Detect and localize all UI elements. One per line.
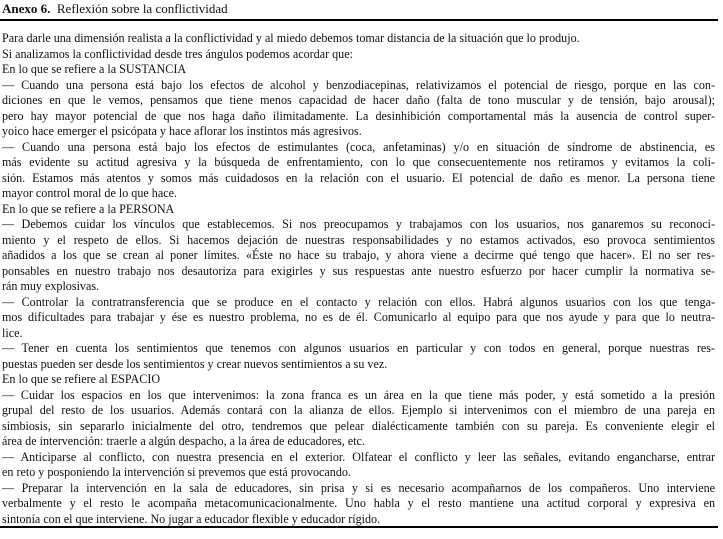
text-line: — Debemos cuidar los vínculos que establecemos. Si nos preocupamos y trabajamos con los usuarios, nos ganaremos su reconoci- <box>2 217 715 231</box>
text-line: En lo que se refiere a la SUSTANCIA <box>2 62 187 76</box>
text-line: puestas pueden ser desde los sentimientos y crear nuevos sentimientos a su vez. <box>2 356 388 371</box>
text-line: — Anticiparse al conflicto, con nuestra presencia en el exterior. Olfatear el conflicto y leer las señales, evitando engancharse, entrar <box>2 449 715 464</box>
text-line: — Preparar la intervención en la sala de educadores, sin prisa y si es necesario acompañarnos de los compañeros. Uno interviene <box>2 480 715 495</box>
text-line: pero hay mayor potencial de que nos haga daño ilimitadamente. La desinhibición comportamental más la ausencia de control super- <box>2 108 715 123</box>
text-line: sintonía con el que interviene. No jugar a educador flexible y educador rígido. <box>2 511 381 526</box>
bottom-rule <box>0 526 718 528</box>
text-line: mos dificultades para trabajar y ése es nuestro problema, no es de él. Comunicarlo al equipo para que nos ayude y para que lo neutra- <box>2 310 715 324</box>
text-line: — Cuidar los espacios en los que intervenimos: la zona franca es un área en la que tiene más poder, y está sometido a la presión <box>2 387 715 402</box>
text-line: rán muy explosivas. <box>2 279 100 293</box>
text-line: grupal del resto de los usuarios. Además contará con la alianza de ellos. Ejemplo si intervenimos con el miembro de una pareja en <box>2 403 715 417</box>
text-line: yoico hace emerger el psicópata y hace aflorar los instintos más agresivos. <box>2 124 362 138</box>
top-rule <box>0 19 718 21</box>
text-line: verbalmente y el resto le acompaña metacomunicacionalmente. Uno habla y el resto mantiene una actitud corporal y expresiva en <box>2 496 715 510</box>
annex-label: Anexo 6. <box>2 1 51 16</box>
annex-caption <box>2 1 228 16</box>
text-line: mayor control moral de lo que hace. <box>2 186 177 200</box>
text-line: área de intervención: traerle a algún despacho, a la área de educadores, etc. <box>2 434 365 448</box>
text-line: simbiosis, sin separarlo inicialmente del otro, tendremos que pelear dialécticamente también con su pareja. Es conveniente elegir el <box>2 418 715 433</box>
text-line: añadidos a los que se crean al poner límites. «Éste no hace su trabajo, y ahora viene a decirme qué tengo que hacer». El no ser res- <box>2 248 715 262</box>
text-line: en reto y posponiendo la intervención si prevemos que está provocando. <box>2 465 351 479</box>
text-line: — Cuando una persona está bajo los efectos de estimulantes (coca, anfetaminas) y/o en situación de síndrome de abstinencia, es <box>2 139 715 154</box>
text-line: — Cuando una persona está bajo los efectos de alcohol y benzodiacepinas, relativizamos el potencial de riesgo, porque en las con- <box>2 77 715 92</box>
annex-body <box>2 31 715 527</box>
text-line: En lo que se refiere al ESPACIO <box>2 372 161 386</box>
text-line: Si analizamos la conflictividad desde tres ángulos podemos acordar que: <box>2 46 353 61</box>
text-line: más evidente su actitud agresiva y la búsqueda de enfrentamiento, con lo que consecuentemente nos retiramos y evitamos la coli- <box>2 155 715 169</box>
text-line: miento y el respeto de ellos. Si hacemos dejación de nuestras responsabilidades y no estamos activados, eso provoca sentimientos <box>2 232 715 247</box>
text-line: diciones en que le vemos, pensamos que tiene menos capacidad de hacer daño (falta de tono muscular y de tensión, bajo arousal); <box>2 93 715 107</box>
text-line: — Controlar la contratransferencia que se produce en el contacto y relación con ellos. Habrá algunos usuarios con los que tenga- <box>2 294 715 309</box>
text-line: lice. <box>2 325 23 340</box>
text-line: sión. Estamos más atentos y somos más cuidadosos en la relación con el usuario. El potencial de daño es menor. La persona tiene <box>2 170 715 185</box>
annex-title: Reflexión sobre la conflictividad <box>56 1 228 16</box>
text-line: ponsables en nuestro trabajo nos desautoriza para exigirles y sus respuestas ante nuestro esfuerzo por hacer cumplir la normativa se- <box>2 263 715 278</box>
text-line: En lo que se refiere a la PERSONA <box>2 201 175 216</box>
text-line: Para darle una dimensión realista a la conflictividad y al miedo debemos tomar distancia de la situación que lo produjo. <box>2 31 580 45</box>
text-line: — Tener en cuenta los sentimientos que tenemos con algunos usuarios en particular y con todos en general, porque nuestras res- <box>2 341 715 355</box>
